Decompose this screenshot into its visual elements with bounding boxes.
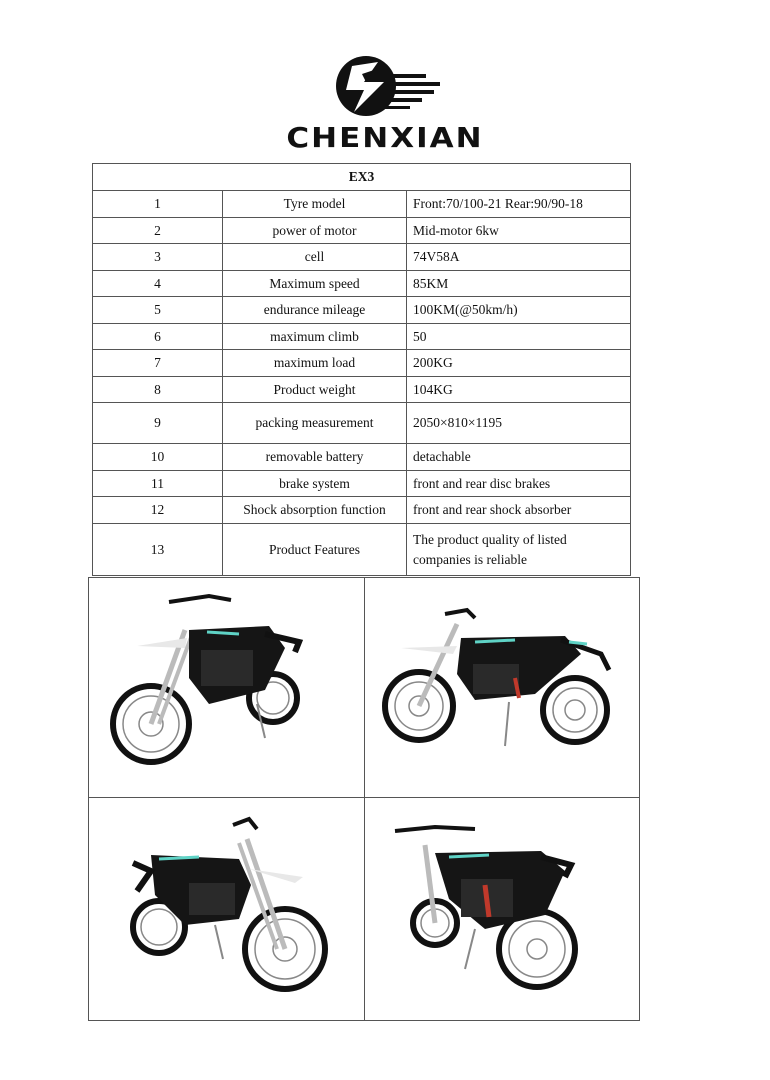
table-row bbox=[93, 444, 631, 471]
table-row bbox=[93, 191, 631, 218]
row-value: detachable bbox=[407, 444, 631, 471]
row-value: Front:70/100-21 Rear:90/90-18 bbox=[407, 191, 631, 218]
electric-dirt-bike-front-left-view-image bbox=[89, 578, 363, 796]
lightning-ball-logo-icon bbox=[334, 52, 444, 124]
photo-cell-4 bbox=[365, 799, 639, 1017]
row-value: The product quality of listed companies is reliable bbox=[407, 524, 631, 576]
row-name: Product Features bbox=[223, 524, 407, 576]
row-name: packing measurement bbox=[223, 403, 407, 444]
row-name: removable battery bbox=[223, 444, 407, 471]
row-number: 9 bbox=[93, 403, 223, 444]
photo-cell-1 bbox=[89, 578, 363, 796]
row-number: 4 bbox=[93, 271, 223, 297]
row-name: Maximum speed bbox=[223, 271, 407, 297]
row-value: 50 bbox=[407, 324, 631, 350]
table-row bbox=[93, 377, 631, 403]
row-number: 3 bbox=[93, 244, 223, 271]
table-row bbox=[93, 403, 631, 444]
brand-name: CHENXIAN bbox=[286, 121, 484, 155]
row-value: 74V58A bbox=[407, 244, 631, 271]
electric-dirt-bike-front-right-view-image bbox=[365, 799, 639, 1017]
row-number: 2 bbox=[93, 218, 223, 244]
row-name: brake system bbox=[223, 471, 407, 497]
row-name: Shock absorption function bbox=[223, 497, 407, 524]
row-number: 13 bbox=[93, 524, 223, 576]
photo-grid bbox=[88, 577, 640, 1021]
table-row bbox=[93, 350, 631, 377]
table-row bbox=[93, 218, 631, 244]
row-name: maximum climb bbox=[223, 324, 407, 350]
row-value: 85KM bbox=[407, 271, 631, 297]
row-value: front and rear shock absorber bbox=[407, 497, 631, 524]
row-value: 104KG bbox=[407, 377, 631, 403]
table-row bbox=[93, 244, 631, 271]
row-number: 7 bbox=[93, 350, 223, 377]
row-name: cell bbox=[223, 244, 407, 271]
row-value: 200KG bbox=[407, 350, 631, 377]
row-number: 11 bbox=[93, 471, 223, 497]
row-name: Tyre model bbox=[223, 191, 407, 218]
row-number: 8 bbox=[93, 377, 223, 403]
row-number: 1 bbox=[93, 191, 223, 218]
electric-dirt-bike-rear-left-view-image bbox=[89, 799, 363, 1017]
table-row bbox=[93, 471, 631, 497]
table-row bbox=[93, 297, 631, 324]
spec-table-title: EX3 bbox=[93, 164, 631, 191]
row-name: endurance mileage bbox=[223, 297, 407, 324]
row-name: maximum load bbox=[223, 350, 407, 377]
row-number: 6 bbox=[93, 324, 223, 350]
spec-table bbox=[92, 163, 631, 576]
table-row bbox=[93, 524, 631, 576]
table-row bbox=[93, 271, 631, 297]
row-value: front and rear disc brakes bbox=[407, 471, 631, 497]
row-name: Product weight bbox=[223, 377, 407, 403]
photo-cell-2 bbox=[365, 578, 639, 796]
row-number: 10 bbox=[93, 444, 223, 471]
photo-cell-3 bbox=[89, 799, 363, 1017]
table-row bbox=[93, 497, 631, 524]
electric-dirt-bike-side-view-image bbox=[365, 578, 639, 796]
row-name: power of motor bbox=[223, 218, 407, 244]
row-value: 100KM(@50km/h) bbox=[407, 297, 631, 324]
row-number: 5 bbox=[93, 297, 223, 324]
brand-logo bbox=[0, 52, 770, 158]
row-number: 12 bbox=[93, 497, 223, 524]
row-value: Mid-motor 6kw bbox=[407, 218, 631, 244]
grid-divider bbox=[89, 797, 639, 798]
spec-table-title-row bbox=[93, 164, 631, 191]
table-row bbox=[93, 324, 631, 350]
row-value: 2050×810×1195 bbox=[407, 403, 631, 444]
